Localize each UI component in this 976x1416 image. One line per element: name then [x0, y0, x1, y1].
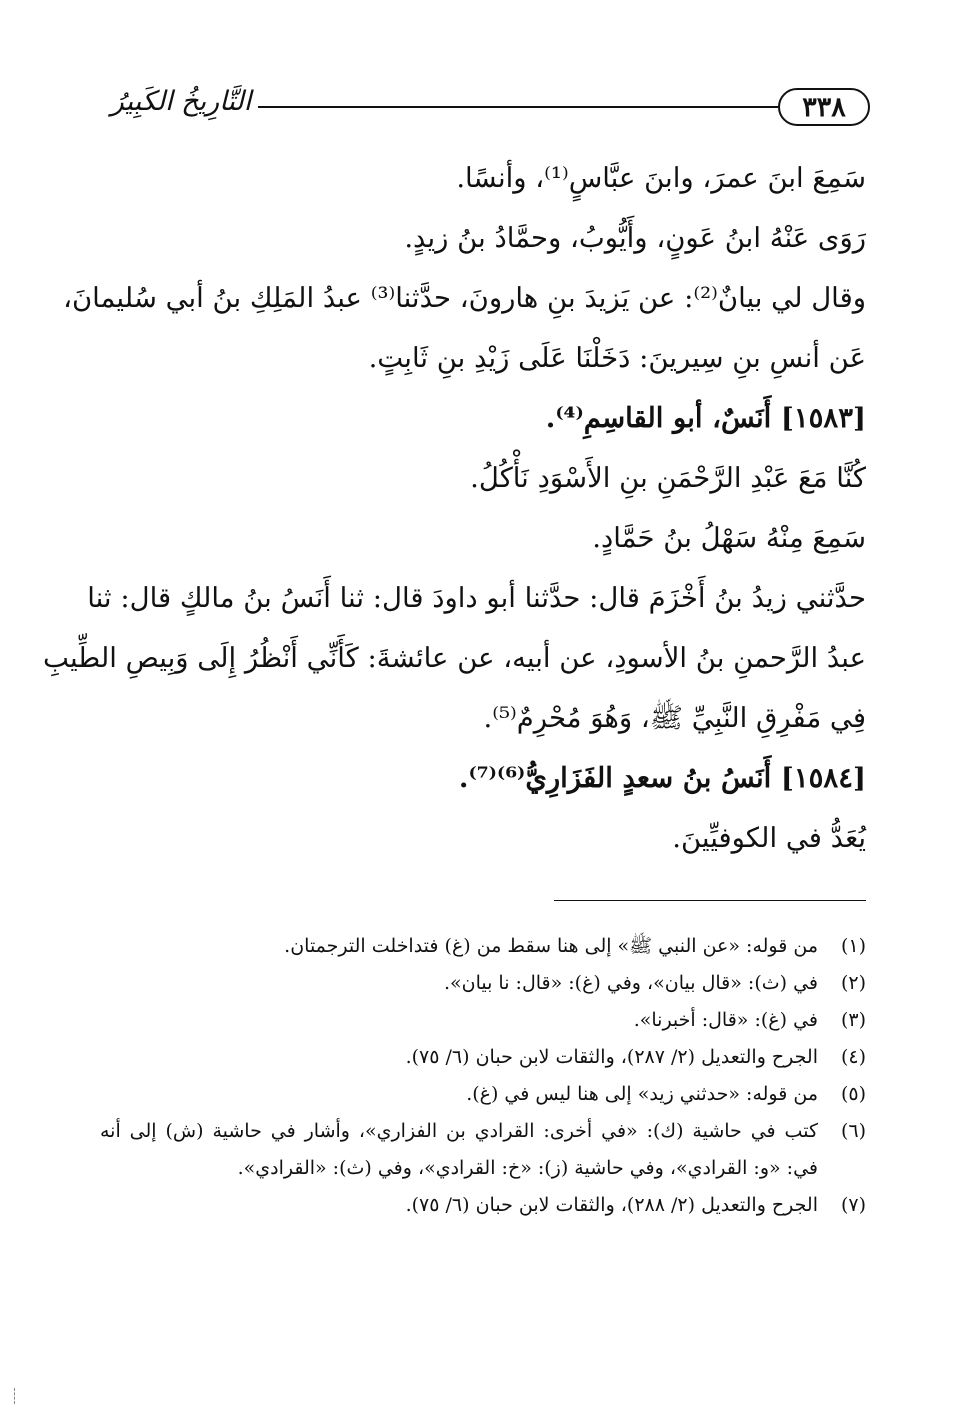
text-line: سَمِعَ ابنَ عمرَ، وابنَ عبَّاسٍ⁽¹⁾، وأنسًا.	[456, 162, 866, 194]
footnote-text: في (ث): «قال بيان»، وفي (غ): «قال: نا بيان».	[443, 972, 818, 994]
footnote-text: الجرح والتعديل (٢/ ٢٨٨)، والثقات لابن حبان (٦/ ٧٥).	[405, 1194, 818, 1216]
text-line: سَمِعَ مِنْهُ سَهْلُ بنُ حَمَّادٍ.	[592, 522, 866, 554]
header-rule	[258, 106, 778, 108]
footnote-3	[100, 1002, 866, 1039]
text-line: فِي مَفْرِقِ النَّبِيِّ ﷺ، وَهُوَ مُحْرِمٌ⁽⁵⁾.	[483, 702, 866, 734]
footnote-number: (١)	[840, 935, 866, 957]
scan-artifact	[14, 1388, 16, 1404]
text-line: عبدُ الرَّحمنِ بنُ الأسودِ، عن أبيه، عن عائشةَ: كَأَنِّي أَنْظُرُ إِلَى وَبِيصِ الطِّيبِ	[42, 642, 866, 674]
text-line: وقال لي بيانٌ⁽²⁾: عن يَزيدَ بنِ هارونَ، حدَّثنا⁽³⁾ عبدُ المَلِكِ بنُ أبي سُليمانَ،	[63, 282, 866, 314]
main-text	[42, 148, 866, 868]
footnote-text: الجرح والتعديل (٢/ ٢٨٧)، والثقات لابن حبان (٦/ ٧٥).	[405, 1046, 818, 1068]
text-line: حدَّثني زيدُ بنُ أَخْزَمَ قال: حدَّثنا أبو داودَ قال: ثنا أَنَسُ بنُ مالكٍ قال: ثنا	[87, 582, 866, 614]
page-number: ٣٣٨	[778, 88, 870, 126]
footnote-separator	[554, 900, 866, 901]
footnote-text: من قوله: «عن النبي ﷺ» إلى هنا سقط من (غ) فتداخلت الترجمتان.	[284, 935, 818, 957]
footnote-text: في: «و: القرادي»، وفي حاشية (ز): «خ: القرادي»، وفي (ث): «القرادي».	[237, 1157, 818, 1179]
running-book-title: التَّارِيخُ الكَبِيرُ	[110, 86, 252, 117]
footnote-text: كتب في حاشية (ك): «في أخرى: القرادي بن الفزاري»، وأشار في حاشية (ش) إلى أنه	[100, 1120, 818, 1142]
footnote-number	[818, 1150, 866, 1187]
footnote-6-continued	[100, 1150, 866, 1187]
text-line: يُعَدُّ في الكوفيِّينَ.	[672, 822, 866, 854]
text-line: رَوَى عَنْهُ ابنُ عَونٍ، وأَيُّوبُ، وحمَّادُ بنُ زيدٍ.	[404, 222, 866, 254]
footnote-7	[100, 1187, 866, 1224]
footnote-text: في (غ): «قال: أخبرنا».	[633, 1009, 818, 1031]
footnote-number: (٧)	[840, 1194, 866, 1216]
footnote-number: (٢)	[840, 972, 866, 994]
footnote-number: (٦)	[840, 1120, 866, 1142]
text-line: عَن أنسِ بنِ سِيرينَ: دَخَلْنَا عَلَى زَيْدِ بنِ ثَابِتٍ.	[368, 342, 866, 374]
page-header	[108, 84, 870, 132]
footnote-4	[100, 1039, 866, 1076]
footnote-5	[100, 1076, 866, 1113]
footnotes	[100, 928, 866, 1224]
footnote-1	[100, 928, 866, 965]
footnote-number: (٥)	[840, 1083, 866, 1105]
footnote-number: (٣)	[840, 1009, 866, 1031]
footnote-6	[100, 1113, 866, 1150]
entry-heading-1584: [١٥٨٤] أَنَسُ بنُ سعدٍ الفَزَارِيُّ⁽⁶⁾⁽⁷⁾.	[458, 762, 866, 794]
text-line: كُنَّا مَعَ عَبْدِ الرَّحْمَنِ بنِ الأَسْوَدِ نَأْكُلُ.	[470, 462, 866, 494]
entry-heading-1583: [١٥٨٣] أَنَسٌ، أبو القاسِمِ⁽⁴⁾.	[545, 402, 866, 434]
footnote-2	[100, 965, 866, 1002]
footnote-number: (٤)	[840, 1046, 866, 1068]
footnote-text: من قوله: «حدثني زيد» إلى هنا ليس في (غ).	[466, 1083, 818, 1105]
